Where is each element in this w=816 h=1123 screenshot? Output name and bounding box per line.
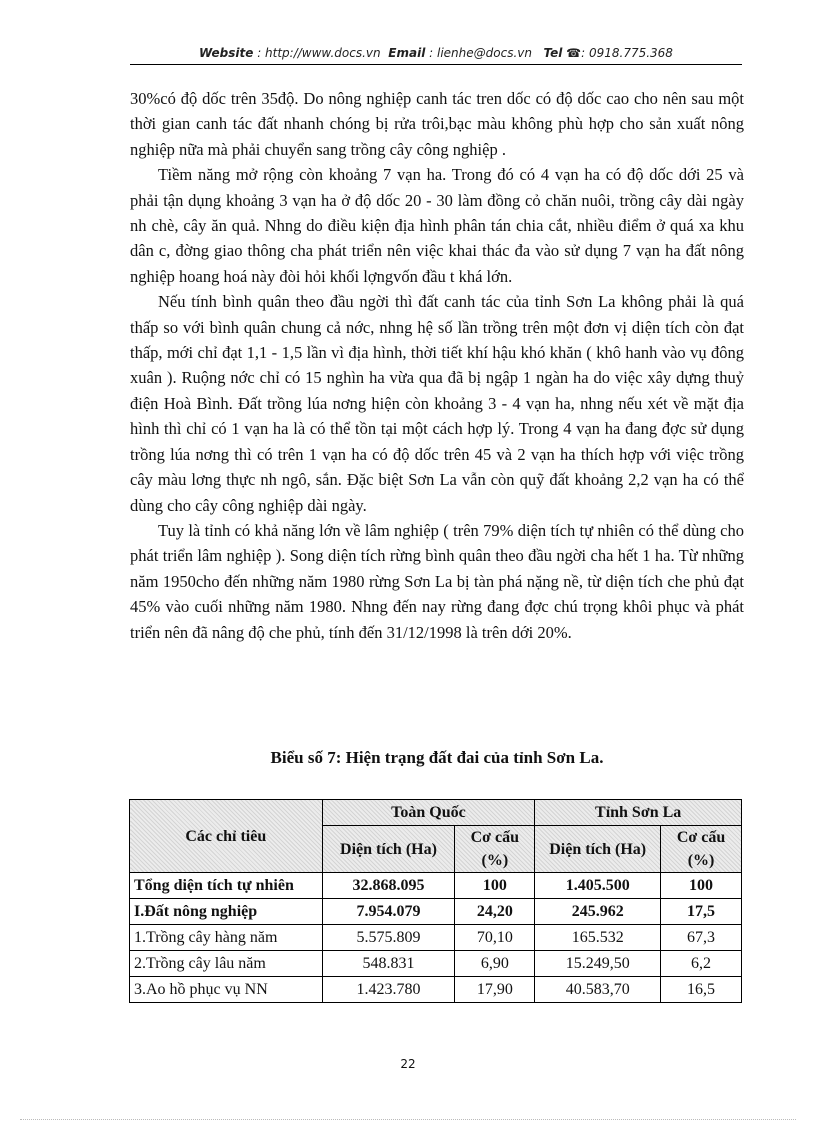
header-province: Tỉnh Sơn La <box>535 800 742 826</box>
province-structure: 16,5 <box>661 977 742 1003</box>
email-value: : lienhe@docs.vn <box>429 46 532 60</box>
email-label: Email <box>388 46 426 60</box>
national-structure: 24,20 <box>455 899 535 925</box>
national-area: 548.831 <box>322 951 455 977</box>
national-structure: 100 <box>455 873 535 899</box>
province-area: 1.405.500 <box>535 873 661 899</box>
tel-value: : 0918.775.368 <box>581 46 673 60</box>
paragraph: 30%có độ dốc trên 35độ. Do nông nghiệp canh tác tren dốc có độ dốc cao cho nên sau một thời gian canh tác đất nhanh chóng bị rửa trôi,bạc màu không phù hợp cho sản xuất nông nghiệp nữa mà phải chuyển sang trồng cây công nghiệp . <box>130 89 744 159</box>
province-area: 165.532 <box>535 925 661 951</box>
paragraph: Tuy là tỉnh có khả năng lớn về lâm nghiệp ( trên 79% diện tích tự nhiên có thể dùng cho phát triển lâm nghiệp ). Song diện tích rừng bình quân theo đầu ngời cha hết 1 ha. Từ những năm 1950cho đến những năm 1980 rừng Sơn La bị tàn phá nặng nề, từ diện tích che phủ đạt 45% vào cuối những năm 1980. Nhng đến nay rừng đang đợc chú trọng khôi phục và phát triển nên đã nâng độ che phủ, tính đến 31/12/1998 là trên dới 20%. <box>130 520 744 642</box>
paragraph: Tiềm năng mở rộng còn khoảng 7 vạn ha. Trong đó có 4 vạn ha có độ dốc dới 25 và phải tận dụng khoảng 3 vạn ha ở độ dốc 20 - 30 làm đồng cỏ chăn nuôi, trồng cây dài ngày nh chè, cây ăn quả. Nhng do điều kiện địa hình phân tán chia cắt, nhiều điểm ở quá xa khu dân c, đờng giao thông cha phát triển nên việc khai thác đa vào sử dụng 7 vạn ha đất nông nghiệp hoang hoá này đòi hỏi khối lợngvốn đầu t khá lớn. <box>130 165 744 286</box>
row-label: Tổng diện tích tự nhiên <box>130 873 323 899</box>
national-structure: 17,90 <box>455 977 535 1003</box>
tel-label: Tel <box>543 46 563 60</box>
phone-icon: ☎ <box>566 46 582 60</box>
table-row <box>130 951 742 977</box>
national-area: 7.954.079 <box>322 899 455 925</box>
paragraph: Nếu tính bình quân theo đầu ngời thì đất canh tác của tỉnh Sơn La không phải là quá thấp so với bình quân chung cả nớc, nhng hệ số lần trồng trên một đơn vị diện tích còn đạt thấp, mới chỉ đạt 1,1 - 1,5 lần vì địa hình, thời tiết khí hậu khó khăn ( khô hanh vào vụ đông xuân ). Ruộng nớc chỉ có 15 nghìn ha vừa qua đã bị ngập 1 ngàn ha do việc xây dựng thuỷ điện Hoà Bình. Đất trồng lúa nơng hiện còn khoảng 3 - 4 vạn ha, nhng nếu xét về mặt địa hình thì chỉ có 1 vạn ha là có thể tồn tại một cách hợp lý. Trong 4 vạn ha đang đợc sử dụng trồng lúa nơng thì có trên 1 vạn ha có độ dốc trên 45 và 2 vạn ha thích hợp với việc trồng cây màu lơng thực nh ngô, sắn. Đặc biệt Sơn La vẫn còn quỹ đất khoảng 2,2 vạn ha có thể dùng cho cây công nghiệp dài ngày. <box>130 292 744 515</box>
page-number: 22 <box>400 1057 416 1071</box>
province-area: 40.583,70 <box>535 977 661 1003</box>
province-structure: 100 <box>661 873 742 899</box>
header-national-area: Diện tích (Ha) <box>322 826 455 873</box>
national-area: 5.575.809 <box>322 925 455 951</box>
page-header <box>130 46 742 65</box>
header-province-structure: Cơ cấu (%) <box>661 826 742 873</box>
table-row <box>130 899 742 925</box>
row-label: 1.Trồng cây hàng năm <box>130 925 323 951</box>
header-province-area: Diện tích (Ha) <box>535 826 661 873</box>
national-structure: 70,10 <box>455 925 535 951</box>
row-label: 3.Ao hồ phục vụ NN <box>130 977 323 1003</box>
header-national-structure: Cơ cấu (%) <box>455 826 535 873</box>
table-title: Biểu số 7: Hiện trạng đất đai của tỉnh Sơn La. <box>270 748 604 767</box>
province-structure: 6,2 <box>661 951 742 977</box>
province-structure: 17,5 <box>661 899 742 925</box>
website-label: Website <box>199 46 254 60</box>
row-label: 2.Trồng cây lâu năm <box>130 951 323 977</box>
table-row <box>130 977 742 1003</box>
page-divider <box>20 1119 796 1120</box>
national-area: 32.868.095 <box>322 873 455 899</box>
province-area: 245.962 <box>535 899 661 925</box>
national-area: 1.423.780 <box>322 977 455 1003</box>
province-area: 15.249,50 <box>535 951 661 977</box>
website-value: : http://www.docs.vn <box>257 46 381 60</box>
land-status-table <box>129 799 742 1003</box>
body-text <box>130 86 744 645</box>
national-structure: 6,90 <box>455 951 535 977</box>
header-national: Toàn Quốc <box>322 800 535 826</box>
table-row <box>130 873 742 899</box>
province-structure: 67,3 <box>661 925 742 951</box>
table-row <box>130 925 742 951</box>
row-label: I.Đất nông nghiệp <box>130 899 323 925</box>
header-criteria: Các chỉ tiêu <box>130 800 323 873</box>
